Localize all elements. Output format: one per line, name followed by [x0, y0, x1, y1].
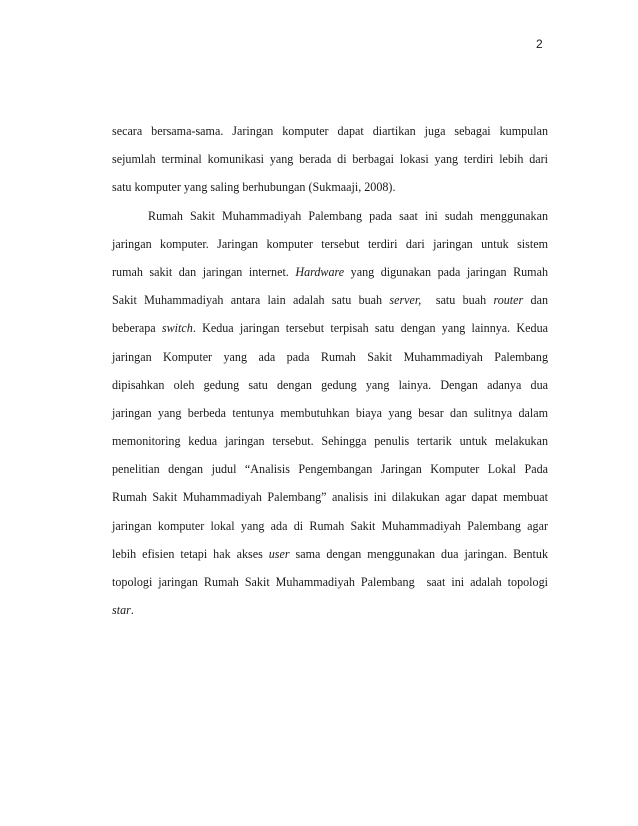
text-run: jaringan komputer. Jaringan komputer tersebut terdiri dari jaringan untuk sistem — [112, 236, 548, 251]
text-run: penelitian dengan judul “Analisis Pengembangan Jaringan Komputer Lokal Pada — [112, 462, 548, 477]
italic-term: server, — [389, 293, 422, 308]
text-run: beberapa — [112, 321, 162, 336]
text-run: memonitoring kedua jaringan tersebut. Sehingga penulis tertarik untuk melakukan — [112, 434, 548, 449]
text-line — [112, 343, 548, 371]
text-run: satu buah — [421, 293, 494, 308]
text-run: jaringan yang berbeda tentunya membutuhkan biaya yang besar dan sulitnya dalam — [112, 405, 548, 420]
text-line — [112, 173, 548, 201]
text-run: Rumah Sakit Muhammadiyah Palembang” analisis ini dilakukan agar dapat membuat — [112, 490, 548, 505]
text-line — [112, 371, 548, 399]
text-run: . — [130, 603, 134, 618]
text-line — [112, 483, 548, 511]
text-line — [112, 512, 548, 540]
text-line — [112, 202, 548, 230]
text-line — [112, 399, 548, 427]
text-run: sama dengan menggunakan dua jaringan. Bentuk — [289, 546, 548, 561]
body-text — [112, 117, 548, 624]
page-number: 2 — [536, 37, 543, 51]
text-line — [112, 145, 548, 173]
text-run: topologi jaringan Rumah Sakit Muhammadiyah Palembang saat ini adalah topologi — [112, 575, 548, 589]
text-line — [112, 258, 548, 286]
text-line — [112, 596, 548, 624]
text-run: dipisahkan oleh gedung satu dengan gedung yang lainya. Dengan adanya dua — [112, 377, 548, 392]
text-line — [112, 117, 548, 145]
italic-term: Hardware — [295, 264, 345, 279]
italic-term: router — [493, 293, 524, 308]
text-run: lebih efisien tetapi hak akses — [112, 546, 269, 561]
text-line — [112, 230, 548, 258]
text-run: jaringan komputer lokal yang ada di Rumah Sakit Muhammadiyah Palembang agar — [112, 518, 548, 533]
text-line — [112, 568, 548, 596]
text-run: Rumah Sakit Muhammadiyah Palembang pada saat ini sudah menggunakan — [148, 208, 548, 223]
text-run: . Kedua jaringan tersebut terpisah satu dengan yang lainnya. Kedua — [192, 321, 548, 336]
italic-term: user — [268, 546, 290, 561]
text-run: secara bersama-sama. Jaringan komputer dapat diartikan juga sebagai kumpulan — [112, 124, 548, 138]
text-run: satu komputer yang saling berhubungan (Sukmaaji, 2008). — [112, 180, 396, 195]
text-line — [112, 314, 548, 342]
text-line — [112, 286, 548, 314]
text-run: yang digunakan pada jaringan Rumah — [344, 264, 548, 279]
text-line — [112, 427, 548, 455]
text-run: dan — [523, 293, 548, 308]
italic-term: switch — [161, 321, 193, 336]
text-run: Sakit Muhammadiyah antara lain adalah satu buah — [112, 293, 390, 308]
text-line — [112, 455, 548, 483]
italic-term: star — [112, 603, 131, 618]
text-run: jaringan Komputer yang ada pada Rumah Sakit Muhammadiyah Palembang — [112, 349, 548, 364]
text-run: rumah sakit dan jaringan internet. — [112, 264, 296, 279]
text-line — [112, 540, 548, 568]
text-run: sejumlah terminal komunikasi yang berada di berbagai lokasi yang terdiri lebih dari — [112, 152, 548, 167]
